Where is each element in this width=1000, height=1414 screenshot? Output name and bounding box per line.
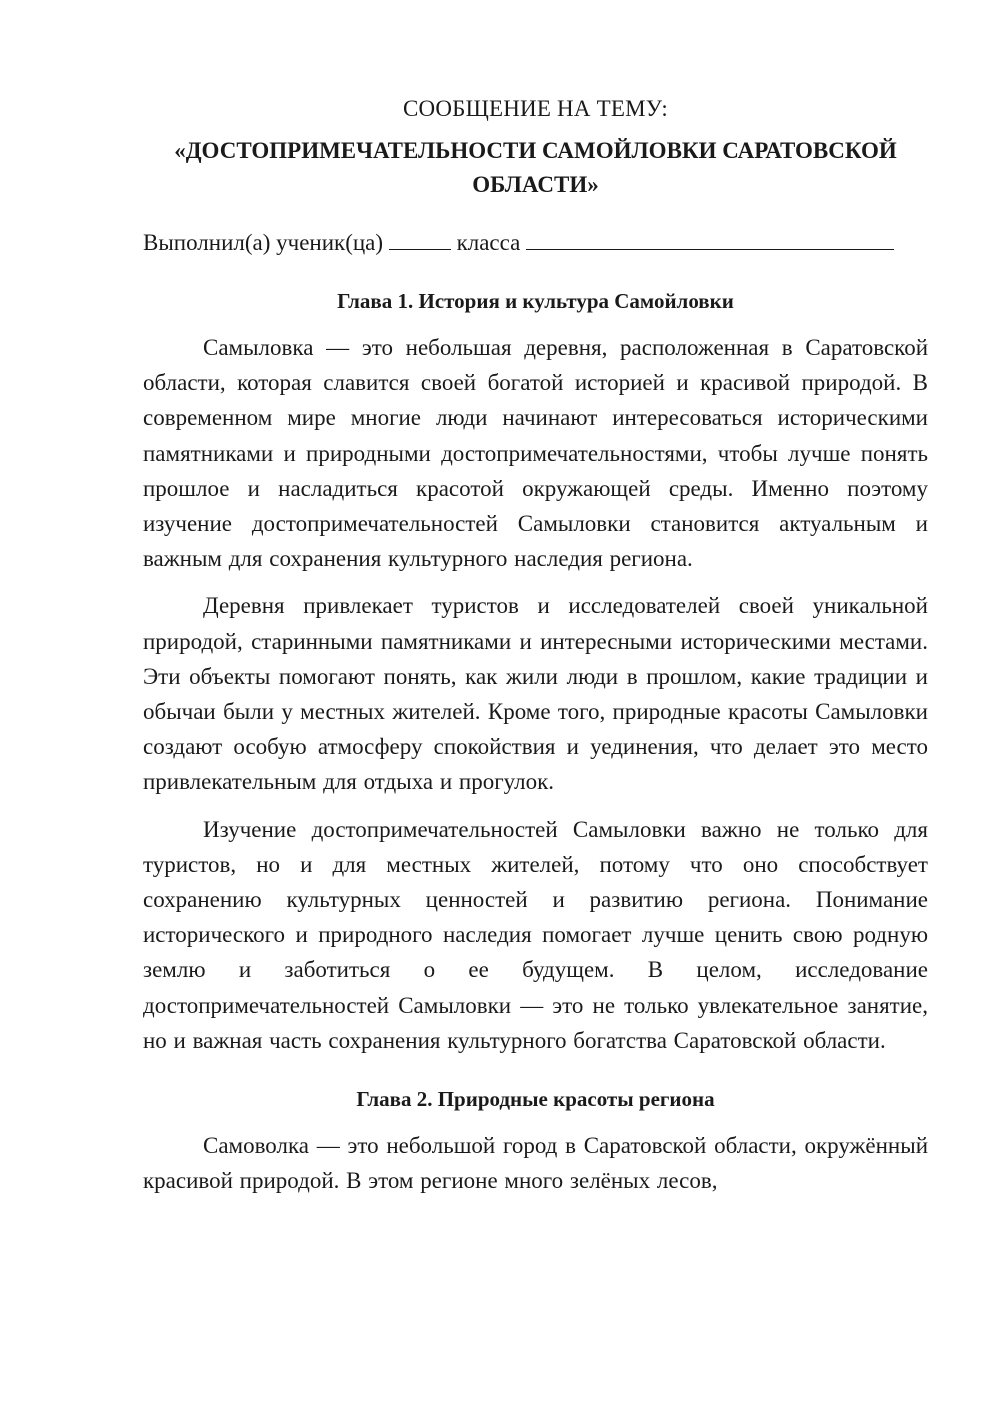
author-line xyxy=(143,226,928,260)
author-prefix: Выполнил(а) ученик(ца) xyxy=(143,230,384,255)
class-number-blank xyxy=(389,227,451,250)
document-title-label: СООБЩЕНИЕ НА ТЕМУ: xyxy=(403,96,668,121)
author-class-label: класса xyxy=(456,230,521,255)
document-title: «ДОСТОПРИМЕЧАТЕЛЬНОСТИ САМОЙЛОВКИ САРАТОВСКОЙ ОБЛАСТИ» xyxy=(174,138,897,197)
chapter-1-paragraph-3: Изучение достопримечательностей Самыловки важно не только для туристов, но и для местных жителей, потому что оно способствует сохранению культурных ценностей и развитию региона. Понимание исторического и природного наследия помогает лучше ценить свою родную землю и заботиться о ее будущем. В целом, исследование достопримечательностей Самыловки — это не только увлекательное занятие, но и важная часть сохранения культурного богатства Саратовской области. xyxy=(143,816,928,1053)
chapter-2-heading: Глава 2. Природные красоты региона xyxy=(356,1087,715,1112)
document-page xyxy=(143,92,928,1210)
chapter-2-paragraph-1: Самоволка — это небольшой город в Саратовской области, окружённый красивой природой. В этом регионе много зелёных лесов, xyxy=(143,1133,928,1194)
chapter-1-heading: Глава 1. История и культура Самойловки xyxy=(337,289,734,313)
author-name-blank xyxy=(526,227,894,250)
chapter-1-paragraph-1: Самыловка — это небольшая деревня, расположенная в Саратовской области, которая славится своей богатой историей и красивой природой. В современном мире многие люди начинают интересоваться историческими памятниками и природными достопримечательностями, чтобы лучше понять прошлое и насладиться красотой окружающей среды. Именно поэтому изучение достопримечательностей Самыловки становится актуальным и важным для сохранения культурного наследия региона. xyxy=(143,335,928,572)
chapter-1-paragraph-2: Деревня привлекает туристов и исследователей своей уникальной природой, старинными памятниками и интересными историческими местами. Эти объекты помогают понять, как жили люди в прошлом, какие традиции и обычаи были у местных жителей. Кроме того, природные красоты Самыловки создают особую атмосферу спокойствия и уединения, что делает это место привлекательным для отдыха и прогулок. xyxy=(143,593,928,795)
